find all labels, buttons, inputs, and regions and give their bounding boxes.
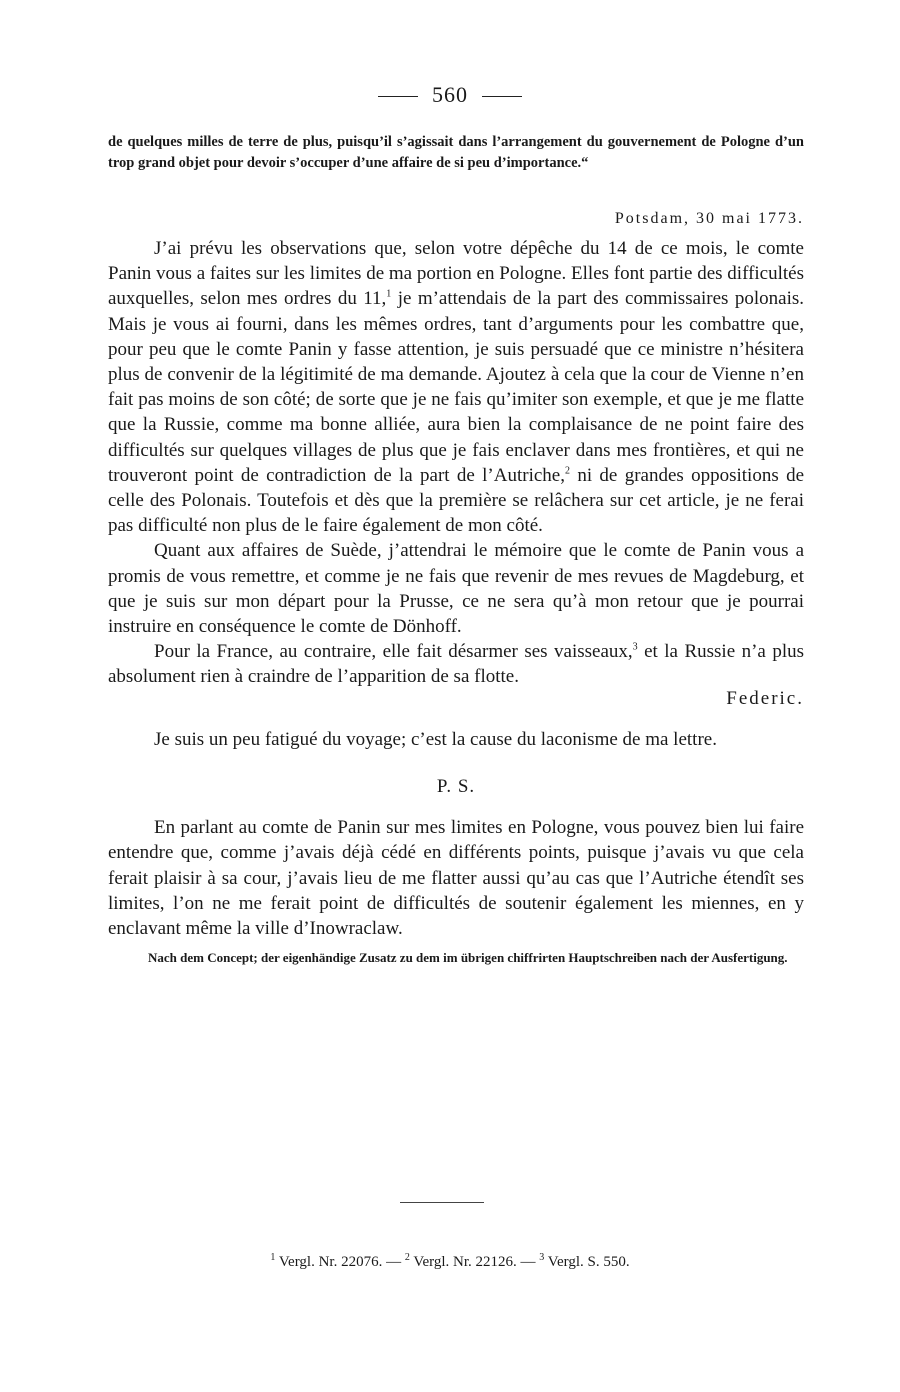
paragraph-2: Quant aux affaires de Suède, j’attendrai le mémoire que le comte de Panin vous a promis de vous remettre, et comme je ne fais que revenir de mes revues de Magdeburg, et que je suis sur mon départ pour la Prusse, ce ne sera qu’à mon retour que je pourrai instruire en conséquence le comte de Dönhoff. (108, 540, 804, 638)
left-dash (378, 96, 418, 97)
page-number-line (0, 82, 900, 108)
footnotes (0, 1254, 900, 1271)
footnote-ref-3: 3 (632, 641, 638, 653)
footnote-1-text: Vergl. Nr. 22076. — (275, 1254, 405, 1270)
paragraph-1-part-a: J’ai prévu les observations que, selon votre dépêche du 14 de ce mois, le comte Panin vous a faites sur les limites de ma portion en Pologne. Elles font partie des difficultés auxquelles, selon mes ordres du 11, (108, 238, 804, 310)
letter-body (108, 236, 804, 966)
footnote-1-number: 1 (270, 1252, 276, 1263)
footnote-divider (400, 1202, 484, 1203)
paragraph-1-part-c: ni de grandes oppositions de celle des Polonais. Toutefois et dès que la première se relâchera sur cet article, je ne ferai pas difficulté non plus de le faire également de mon côté. (108, 464, 804, 537)
signature: Federic. (726, 687, 804, 709)
footnote-3-number: 3 (539, 1252, 545, 1263)
paragraph-4: Je suis un peu fatigué du voyage; c’est la cause du laconisme de ma lettre. (154, 728, 717, 750)
right-dash (482, 96, 522, 97)
footnote-ref-2: 2 (564, 465, 570, 477)
paragraph-3 (108, 639, 804, 689)
paragraph-3-part-b: et la Russie n’a plus absolument rien à craindre de l’apparition de sa flotte. (108, 641, 804, 688)
footnote-2-text: Vergl. Nr. 22126. — (409, 1254, 540, 1270)
source-note: Nach dem Concept; der eigenhändige Zusatz zu dem im übrigen chiffrirten Hauptschreiben nach der Ausfertigung. (148, 950, 788, 966)
continued-text: de quelques milles de terre de plus, puisqu’il s’agissait dans l’arrangement du gouvernement de Pologne d’un trop grand objet pour devoir s’occuper d’une affaire de si peu d’importance.“ (108, 134, 804, 171)
paragraph-3-part-a: Pour la France, au contraire, elle fait désarmer ses vaisseaux, (154, 641, 633, 663)
footnote-ref-1: 1 (386, 289, 392, 301)
dateline: Potsdam, 30 mai 1773. (614, 210, 804, 227)
page-number: 560 (432, 82, 468, 107)
paragraph-1 (108, 236, 804, 538)
ps-heading: P. S. (436, 776, 476, 798)
footnote-3-text: Vergl. S. 550. (544, 1254, 630, 1270)
paragraph-1-part-b: je m’attendais de la part des commissaires polonais. Mais je vous ai fourni, dans les mêmes ordres, tant d’arguments pour les combattre que, pour peu que le comte Panin y fasse attention, je suis persuadé que ce ministre n’hésitera plus de convenir de la légitimité de ma demande. Ajoutez à cela que la cour de Vienne n’en fait pas moins de son côté; de sorte que je ne fais qu’imiter son exemple, et que je me flatte que la Russie, comme ma bonne alliée, aura bien la complaisance de ne point faire des difficultés sur quelques villages de plus que je fais enclaver dans mes frontières, et qui ne trouveront point de contradiction de la part de l’Autriche, (108, 288, 804, 486)
footnote-2-number: 2 (404, 1252, 410, 1263)
ps-text: En parlant au comte de Panin sur mes limites en Pologne, vous pouvez bien lui faire entendre que, comme j’avais déjà cédé en différents points, puisque j’avais vu que cela ferait plaisir à sa cour, j’avais lieu de me flatter aussi qu’au cas que l’Autriche étendît ses limites, l’on ne me ferait point de difficultés de soutenir également les miennes, en y enclavant même la ville d’Inowraclaw. (108, 817, 804, 940)
